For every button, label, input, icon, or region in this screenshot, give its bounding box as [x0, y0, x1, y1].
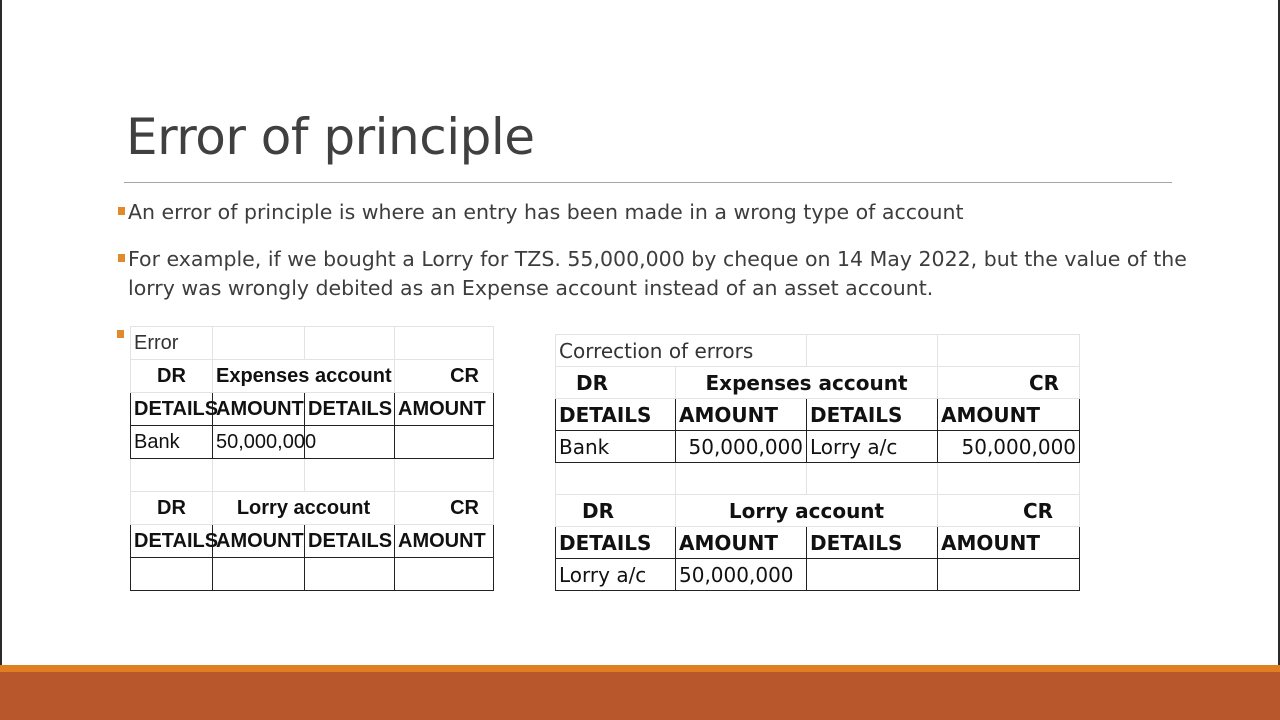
table-cell [213, 558, 305, 591]
table-row [556, 431, 1080, 463]
table-row [131, 360, 494, 393]
column-header: AMOUNT [213, 393, 305, 426]
table-caption: Error [131, 327, 213, 360]
footer-bar [0, 672, 1280, 720]
table-row [556, 495, 1080, 527]
bullet-text: An error of principle is where an entry has been made in a wrong type of account [128, 200, 964, 224]
table-row [131, 426, 494, 459]
table-header-row [131, 525, 494, 558]
cr-label: CR [395, 360, 494, 393]
table-row [131, 327, 494, 360]
slide-frame-left [0, 0, 2, 665]
dr-label: DR [556, 367, 676, 399]
table-row [556, 367, 1080, 399]
account-title: Expenses account [213, 360, 395, 393]
column-header: AMOUNT [938, 399, 1080, 431]
title-divider [124, 182, 1172, 183]
dr-label: DR [131, 492, 213, 525]
cr-label: CR [938, 367, 1080, 399]
table-row [131, 558, 494, 591]
bullet-example [128, 245, 1188, 303]
table-header-row [131, 393, 494, 426]
column-header: DETAILS [131, 525, 213, 558]
table-cell: 50,000,000 [213, 426, 305, 459]
column-header: AMOUNT [395, 393, 494, 426]
column-header: DETAILS [556, 527, 676, 559]
bullet-definition [128, 198, 1208, 227]
column-header: DETAILS [131, 393, 213, 426]
column-header: DETAILS [807, 527, 938, 559]
bullet-square-icon [118, 207, 125, 215]
table-row [556, 559, 1080, 591]
column-header: AMOUNT [676, 399, 807, 431]
table-header-row [556, 527, 1080, 559]
table-cell: Bank [131, 426, 213, 459]
table-cell: 50,000,000 [938, 431, 1080, 463]
column-header: DETAILS [556, 399, 676, 431]
bullet-square-icon [117, 330, 124, 338]
table-cell [938, 559, 1080, 591]
cr-label: CR [395, 492, 494, 525]
table-header-row [556, 399, 1080, 431]
table-row [131, 492, 494, 525]
bullet-square-icon [118, 254, 125, 262]
table-cell [807, 559, 938, 591]
account-title: Lorry account [213, 492, 395, 525]
column-header: AMOUNT [395, 525, 494, 558]
table-caption: Correction of errors [556, 335, 807, 367]
table-row [131, 459, 494, 492]
correction-ledger-table [555, 334, 1080, 591]
table-cell [305, 558, 395, 591]
table-row [556, 463, 1080, 495]
table-cell [395, 426, 494, 459]
column-header: AMOUNT [213, 525, 305, 558]
table-cell: 50,000,000 [676, 559, 807, 591]
error-ledger-table [130, 326, 494, 591]
table-cell: Bank [556, 431, 676, 463]
column-header: AMOUNT [938, 527, 1080, 559]
footer-accent-bar [0, 665, 1280, 672]
table-cell [395, 558, 494, 591]
table-cell: Lorry a/c [556, 559, 676, 591]
dr-label: DR [131, 360, 213, 393]
column-header: DETAILS [305, 393, 395, 426]
column-header: AMOUNT [676, 527, 807, 559]
table-cell: 50,000,000 [676, 431, 807, 463]
account-title: Expenses account [676, 367, 938, 399]
table-cell: Lorry a/c [807, 431, 938, 463]
dr-label: DR [556, 495, 676, 527]
slide-title: Error of principle [126, 108, 535, 166]
column-header: DETAILS [305, 525, 395, 558]
cr-label: CR [938, 495, 1080, 527]
account-title: Lorry account [676, 495, 938, 527]
table-row [556, 335, 1080, 367]
table-cell [305, 426, 395, 459]
bullet-text: For example, if we bought a Lorry for TZS. 55,000,000 by cheque on 14 May 2022, but the value of the lorry was wrongly debited as an Expense account instead of an asset account. [128, 247, 1187, 300]
column-header: DETAILS [807, 399, 938, 431]
table-cell [131, 558, 213, 591]
